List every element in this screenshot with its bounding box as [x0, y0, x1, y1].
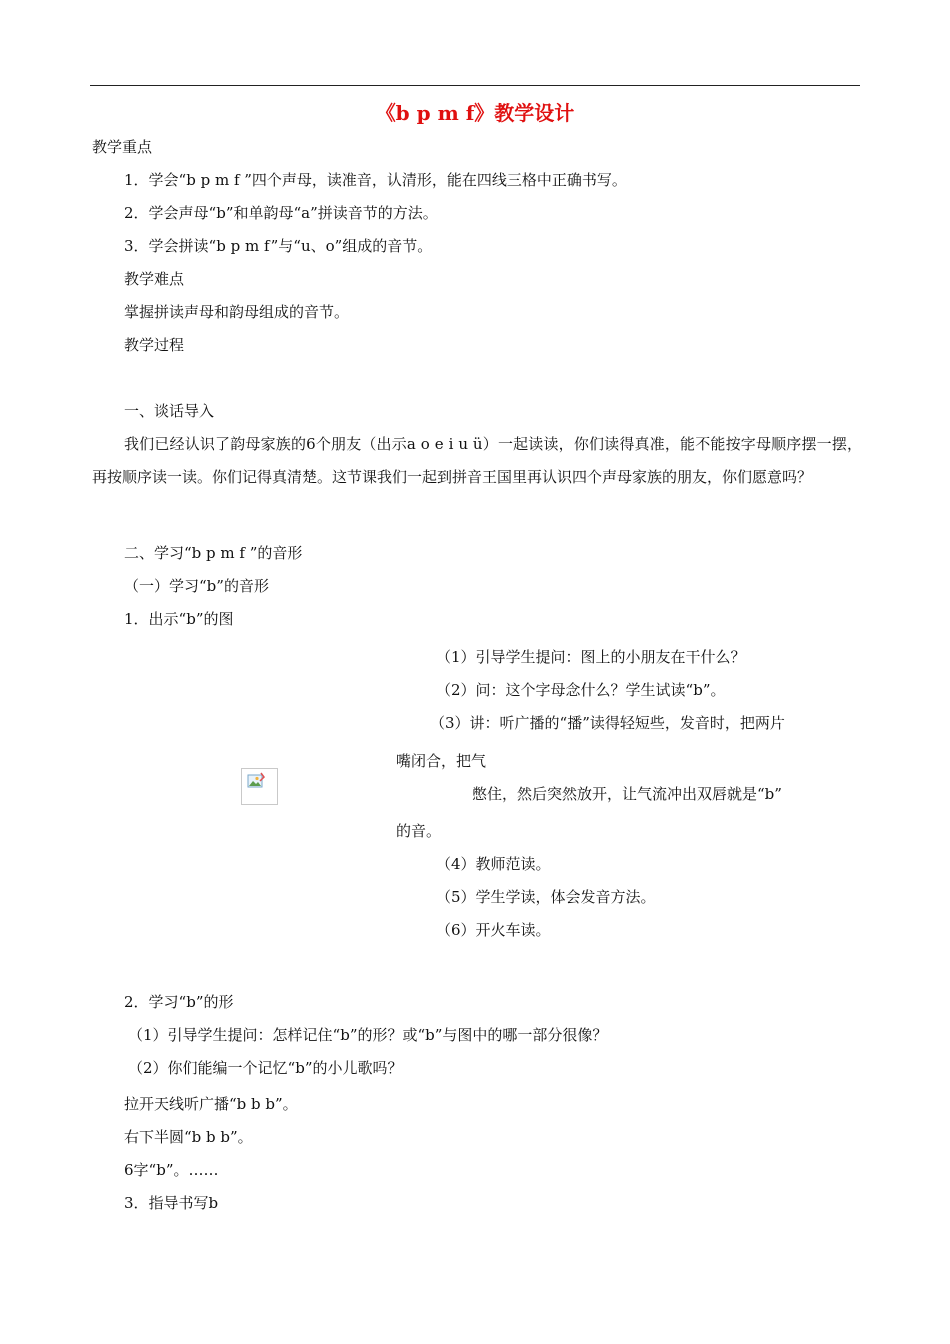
rhyme-line-1: 拉开天线听广播“b b b”。	[124, 1095, 298, 1113]
step-1-item-3-cont-1: 嘴闭合，把气	[396, 752, 487, 770]
step-1-item-5: （5）学生学读，体会发音方法。	[436, 888, 656, 906]
step-3-heading: 3．指导书写b	[124, 1194, 219, 1212]
subsection-1-heading: （一）学习“b”的音形	[124, 577, 269, 595]
key-point-3: 3．学会拼读“b p m f”与“u、o”组成的音节。	[124, 237, 433, 255]
step-1-item-1: （1）引导学生提问：图上的小朋友在干什么？	[436, 648, 746, 666]
rhyme-line-2: 右下半圆“b b b”。	[124, 1128, 253, 1146]
step-1-item-2: （2）问：这个字母念什么？学生试读“b”。	[436, 681, 726, 699]
section-1-heading: 一、谈话导入	[124, 402, 215, 420]
difficulty-text: 掌握拼读声母和韵母组成的音节。	[124, 303, 350, 321]
broken-image-icon	[241, 768, 278, 805]
step-1-item-3-cont-3: 的音。	[396, 822, 442, 840]
step-2-item-1: （1）引导学生提问：怎样记住“b”的形？或“b”与图中的哪一部分很像？	[128, 1026, 608, 1044]
step-1-heading: 1．出示“b”的图	[124, 610, 234, 628]
key-point-1: 1．学会“b p m f ”四个声母，读准音，认清形，能在四线三格中正确书写。	[124, 171, 627, 189]
section-2-heading: 二、学习“b p m f ”的音形	[124, 544, 303, 562]
key-point-2: 2．学会声母“b”和单韵母“a”拼读音节的方法。	[124, 204, 438, 222]
heading-key-points: 教学重点	[92, 138, 153, 156]
rhyme-line-3: 6字“b”。……	[124, 1161, 219, 1179]
heading-process: 教学过程	[124, 336, 185, 354]
picture-placeholder-icon	[242, 769, 277, 804]
document-title: 《b p m f》教学设计	[375, 101, 575, 125]
step-2-heading: 2．学习“b”的形	[124, 993, 234, 1011]
step-1-item-6: （6）开火车读。	[436, 921, 551, 939]
step-1-item-3: （3）讲：听广播的“播”读得轻短些，发音时，把两片	[430, 714, 785, 732]
header-rule	[90, 85, 860, 86]
step-1-item-4: （4）教师范读。	[436, 855, 551, 873]
step-1-item-3-cont-2: 憋住，然后突然放开，让气流冲出双唇就是“b”	[472, 785, 782, 803]
step-2-item-2: （2）你们能编一个记忆“b”的小儿歌吗？	[128, 1059, 403, 1077]
intro-paragraph: 我们已经认识了韵母家族的6个朋友（出示a o e i u ü）一起读读，你们读得真准，能不能按字母顺序摆一摆，再按顺序读一读。你们记得真清楚。这节课我们一起到拼音王国里再认识四个声母家族的朋友，你们愿意吗？	[92, 435, 862, 486]
heading-difficulties: 教学难点	[124, 270, 185, 288]
